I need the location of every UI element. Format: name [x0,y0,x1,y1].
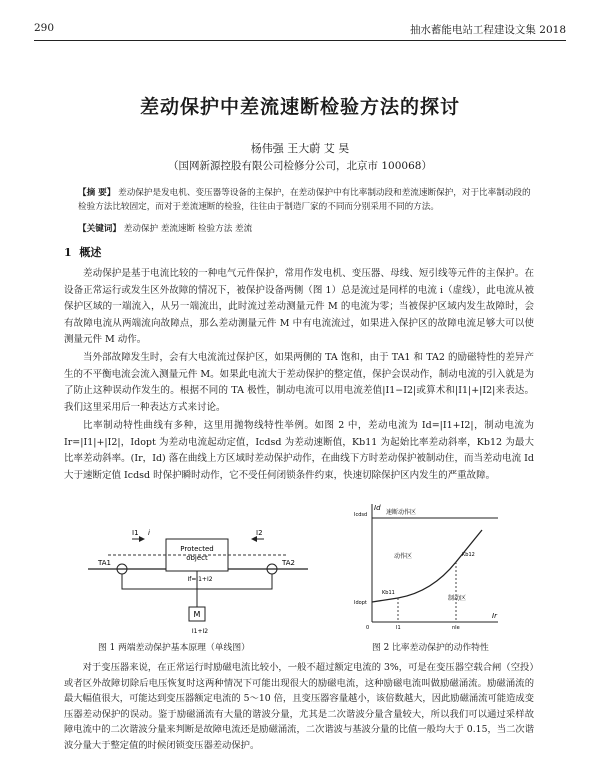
paragraph-3: 比率制动特性曲线有多种，这里用拋物线特性举例。如图 2 中，差动电流为 Id=|I1+I2|，制动电流为 Ir=|I1|+|I2|，Idopt 为差动电流起动定值，Icdsd 为差动速断值，Kb11 为起始比率差动斜率，Kb12 为最大比率差动斜率。(Ir，Id) 落在曲线上方区域时差动保护动作，在曲线下方时差动保护被制动住，而当差动电流 Id 大于速断定值 Icdsd 时保护瞬时动作，它不受任何闭锁条件约束，快速切除保护区内发生的严重故障。 [64,420,534,481]
figure-2-chart [352,500,502,630]
section-number: 1 [64,246,72,259]
x-tick-nie: nIe [452,625,460,630]
zone-fast-trip-label: 速断动作区 [386,509,417,516]
zone-restrain-label: 制动区 [448,595,467,602]
meter-current-label: I1+I2 [191,628,209,635]
x-tick-0: 0 [366,625,370,630]
x-tick-i1: I1 [396,625,401,630]
section-title: 概述 [79,246,102,259]
abstract-text: 差动保护是发电机、变压器等设备的主保护，在差动保护中有比率制动段和差流速断保护，对于比率制动段的检验方法比较固定，而对于差流速断的检验，往往由于制造厂家的不同而分别采用不同的方法。 [78,188,531,212]
fault-current-label: If=I1+I2 [187,576,213,583]
affiliation: （国网新源控股有限公司检修分公司，北京市 100068） [168,160,432,172]
ta1-label: TA1 [98,559,111,567]
y-tick-icdsd: Icdsd [354,512,368,518]
header-rule [34,40,566,41]
figure-1-caption: 图 1 两端差动保护基本原理（单线图） [98,643,250,653]
author-list: 杨伟强 王大蔚 艾 昊 [250,142,350,155]
paragraph-2: 当外部故障发生时，会有大电流流过保护区，如果两侧的 TA 饱和，由于 TA1 和 TA2 的励磁特性的差异产生的不平衡电流会流入测量元件 M。如果此电流大于差动保护的整定值，保护会误动作，制动电流的引入就是为了防止这种误动作发生的。根据不同的 TA 极性，制动电流可以用电流差值|I1−I2|或算术和|I1|+|I2|来表达。我们这里采用后一种表达方式来讨论。 [64,352,534,413]
keywords-text: 差动保护 差流速断 检验方法 差流 [123,224,253,234]
i1-label: I1 [132,529,139,537]
object-label-2: object [186,554,208,562]
abstract [78,186,532,214]
figure-1-diagram [88,527,308,637]
i-label: i [148,529,150,537]
i2-label: I2 [256,529,263,537]
journal-name: 抽水蓄能电站工程建设文集 2018 [409,24,566,36]
paragraph-1: 差动保护是基于电流比较的一种电气元件保护，常用作发电机、变压器、母线、短引线等元件的主保护。在设备正常运行或发生区外故障的情况下，被保护设备两侧（图 1）总是流过是同样的电流 i（虚线），此电流从被保护区域的一端流入，从另一端流出，此时流过差动测量元件 M 的电流为零；当被保护区域内发生故障时，会有故障电流从两端流向故障点，那么差动测量元件 M 中有电流流过，如果进入保护区的故障电流足够大可以使测量元件 M 动作。 [64,268,534,345]
slope-k1-label: Kb11 [382,590,395,596]
page-number: 290 [34,22,55,34]
keywords-label: 【关键词】 [78,224,121,234]
meter-label: M [193,610,201,619]
ta2-label: TA2 [282,559,295,567]
abstract-label: 【摘 要】 [78,188,116,198]
y-axis-label: Id [374,504,381,512]
figure-2-caption: 图 2 比率差动保护的动作特性 [372,643,489,653]
running-header [34,22,566,36]
x-axis-label: Ir [492,612,497,620]
keywords [78,222,532,236]
section-heading [64,244,101,260]
y-tick-idopt: Idopt [354,600,367,606]
paragraph-4: 对于变压器来说，在正常运行时励磁电流比较小，一般不超过额定电流的 3%，可是在变压器空载合闸（空投）或者区外故障切除后电压恢复时这两种情况下可能出现很大的励磁电流，这种励磁电流叫做励磁涌流。励磁涌流的最大幅值很大，可能达到变压器额定电流的 5～10 倍，且变压器容量越小，该倍数越大，因此励磁涌流可能造成变压器差动保护的误动。鉴于励磁涌流有大量的谐波分量，尤其是二次谐波分量含量较大，所以我们可以通过采样故障电流中的二次谐波分量来判断是故障电流还是励磁涌流，二次谐波与基波分量的比值一般均大于 0.15，当二次谐波分量大于整定值的时候闭锁变压器差动保护。 [64,662,534,751]
slope-k2-label: Kb12 [462,552,475,558]
zone-operate-label: 动作区 [394,553,413,560]
object-label-1: Protected [180,545,214,553]
paper-title: 差动保护中差流速断检验方法的探讨 [139,96,460,118]
